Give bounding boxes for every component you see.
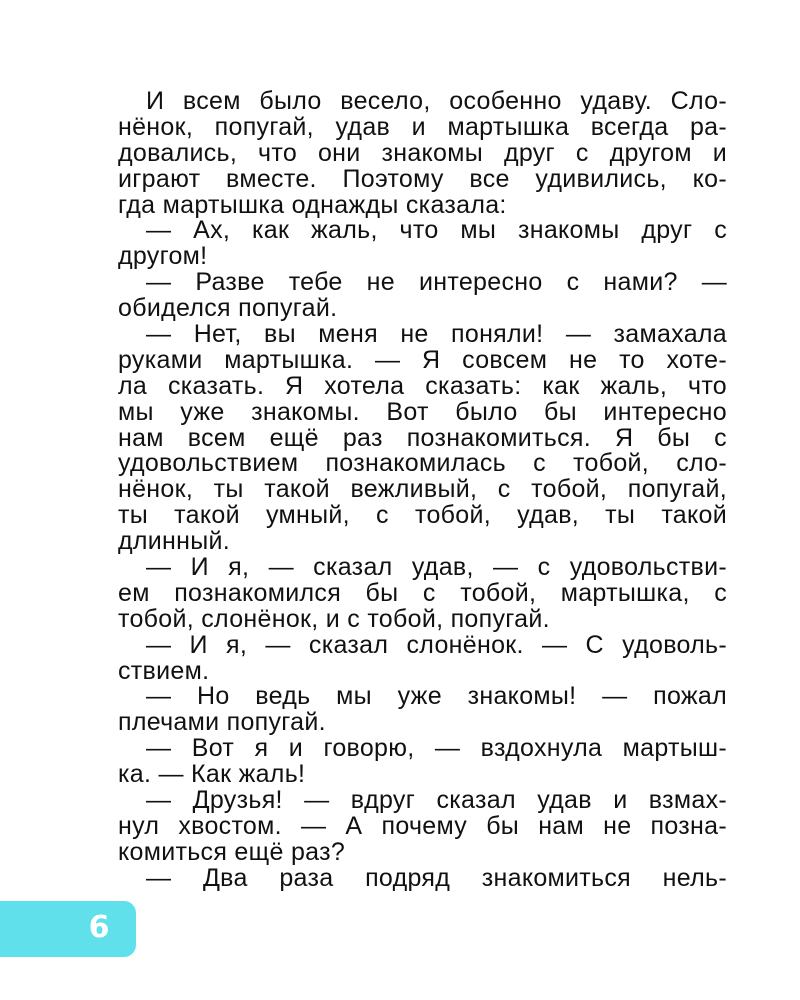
text-line: ты такой умный, с тобой, удав, ты такой [118,501,727,530]
text-line: ем познакомился бы с тобой, мартышка, с [118,578,727,607]
text-line: тобой, слонёнок, и с тобой, попугай. [118,604,550,633]
text-line: мы уже знакомы. Вот было бы интересно [118,397,727,426]
text-line: — Ах, как жаль, что мы знакомы друг с [146,216,727,245]
text-line: обиделся попугай. [118,294,338,323]
text-line: нёнок, ты такой вежливый, с тобой, попугай, [118,475,727,504]
text-line: плечами попугай. [118,708,326,737]
text-line: удовольствием познакомилась с тобой, сло- [118,449,727,478]
page-number: 6 [88,910,110,945]
text-line: — Разве тебе не интересно с нами? — [146,268,727,297]
text-line: — Друзья! — вдруг сказал удав и взмах- [146,786,727,815]
text-line: И всем было весело, особенно удаву. Сло- [146,87,727,115]
text-line: другом! [118,242,208,271]
text-line: длинный. [118,527,231,556]
text-line: ла сказать. Я хотела сказать: как жаль, что [118,371,727,400]
text-line: нул хвостом. — А почему бы нам не позна- [118,811,727,840]
text-line: — Но ведь мы уже знакомы! — пожал [146,682,727,711]
text-line: ствием. [118,656,210,685]
text-line: нам всем ещё раз познакомиться. Я бы с [118,423,727,452]
text-line: ка. — Как жаль! [118,760,306,789]
text-line: играют вместе. Поэтому все удивились, ко- [118,164,727,193]
page-number-badge [0,901,136,957]
text-line: комиться ещё раз? [118,837,346,866]
text-line: — И я, — сказал удав, — с удовольстви- [146,553,727,582]
text-line: — Нет, вы меня не поняли! — замахала [146,320,727,349]
text-line: довались, что они знакомы друг с другом и [118,138,727,167]
text-line: руками мартышка. — Я совсем не то хоте- [118,345,727,374]
story-text [118,89,727,892]
text-line: — Два раза подряд знакомиться нель- [146,863,727,892]
text-line: — И я, — сказал слонёнок. — С удоволь- [146,630,727,659]
text-line: нёнок, попугай, удав и мартышка всегда ра- [118,112,727,141]
text-line: гда мартышка однажды сказала: [118,190,507,219]
text-line: — Вот я и говорю, — вздохнула мартыш- [146,734,727,763]
